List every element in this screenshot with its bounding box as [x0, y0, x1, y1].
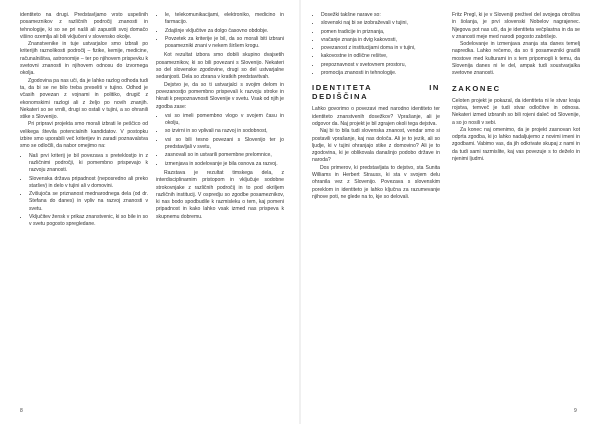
- bullet-list: [20, 153, 148, 229]
- list-item: • le, telekomunikacijami, elektroniko, medicino in farmacijo.: [165, 12, 284, 27]
- paragraph: Znanstvenike in tuje ustvarjalce smo izbrali po kriterijih raznolikosti področij – fizike, kemije, medicine, računalništva, astronomije – ter po njihovem prispevku k svetovni znanosti in njihovem odnosu do izvornega okolja.: [20, 41, 148, 77]
- paragraph: Celoten projekt je pokazal, da identiteta ni le stvar kraja rojstva, temveč je tudi stvar odločitve in odnosa. Nekateri izmed izbranih so bili rojeni daleč od Slovenije, a so jo nosili v sebi.: [452, 97, 580, 126]
- paragraph: Naj bi to bila tudi slovenska znanost, vendar smo si postavili vprašanje, kaj nas določa. Ali je to jezik, ali so ljudje, ki v tujini ohranjajo stike z domovino? Ali je to zgodovina, ki je oblikovala današnjo podobo države in naroda?: [312, 128, 440, 164]
- list-item: • promocija znanosti in tehnologije.: [321, 70, 440, 77]
- list-item: • povezanost z institucijami doma in v tujini,: [321, 45, 440, 52]
- page-number-left: 8: [20, 408, 23, 414]
- paragraph: Kot rezultat izbora smo dobili skupino dvajsetih posameznikov, ki so bili povezani s Slovenijo. Nekateri so del slovenske zgodovine, drugi so del ustvarjalne sedanjosti. Dela so zbrana v kratkih predstavitvah.: [156, 52, 284, 81]
- section-heading: ZAKONEC: [452, 83, 501, 93]
- bullet-list: [156, 12, 284, 50]
- list-item: • Slovenska država pripadnost (neposredno ali preko staršev) in delo v tujini ali v domovini.: [29, 176, 148, 191]
- right-page-column-2: [452, 12, 580, 163]
- list-item: • zasnovali so in ustvarili pomembne prelomnice,: [165, 152, 284, 159]
- paragraph: Razstava je rezultat timskega dela, z interdisciplinarnim pristopom in vključuje sodobne strokovnjake z različnih področij in to pod okriljem različnih institucij. V ospredju so zgodbe posameznikov, ki nas bodo spodbudile k razmisleku o tem, kaj pomeni pripadnost in kako lahko vsak izmed nas prispeva k skupnemu dobremu.: [156, 169, 284, 220]
- paragraph: identiteto na drugi. Predstavljamo vrsto uspešnih posameznikov z različnih področij znanosti in tehnologije, ki so se pri našli ali zapustili svoj domačo višino ozemlja ali bili vključeni v slovensko okolje.: [20, 12, 148, 40]
- list-item: • slovenski naj bi se izobraževali v tujini,: [321, 20, 440, 27]
- page-number-right: 9: [574, 408, 577, 414]
- list-item: • vsi so bili tesno povezani s Slovenijo ter jo predstavljali v svetu,: [165, 137, 284, 152]
- paragraph: Za konec naj omenimo, da je projekt zasnovan kot odprta zgodba, ki jo lahko nadaljujemo z novimi imeni in zgodbami. Vabimo vas, da jih odkrivate skupaj z nami in da tudi sami razmislite, kaj vas povezuje s to deželo in njenimi ljudmi.: [452, 126, 580, 163]
- list-item: • Zdajšnje vključitve za dolgo časovno obdobje.: [165, 28, 284, 35]
- list-item: • Vključitev žensk v prikaz znanstvenic, ki so bile in so v svetu pogosto spregledane.: [29, 214, 148, 229]
- bullet-list: [156, 113, 284, 168]
- list-item: • kakovostne in odlične rešitve,: [321, 53, 440, 60]
- list-item: • vračanje znanja in dvig kakovosti,: [321, 37, 440, 44]
- list-item: • prepoznavnost v svetovnem prostoru,: [321, 62, 440, 69]
- list-item: • Dosežki takšne narave so:: [321, 12, 440, 19]
- left-page-column-2: [156, 12, 284, 221]
- paragraph: Pri pripravi projekta smo morali izbrati le peščico od velikega števila potencialnih kandidatov. V postopku izbire smo uporabili več kriterijev in zaradi poznavalstva smo se odločili, da nabor omejimo na:: [20, 121, 148, 150]
- list-item: • Povzetek za kriterije je bil, da so morali biti izbrani posamezniki znani v nekem širšem krogu.: [165, 36, 284, 51]
- list-item: • Zvišujoča se priznanost mednarodnega dela (od dr. Stefana do danes) in vpliv na razvoj znanosti v svetu.: [29, 191, 148, 213]
- list-item: • so izvirni in so vplivali na razvoj in sodobnost,: [165, 128, 284, 135]
- list-item: • pomen tradicije in priznanja,: [321, 29, 440, 36]
- right-page-column-1: [312, 12, 440, 201]
- bullet-list: [312, 12, 440, 77]
- paragraph: Dos primerov, ki predstavljata to dejstvo, sta Sunita Williams in Herbert Strauss, ki sta v svojem delu ohranila vez z Slovenijo. Povezava s slovenskim poreklom in identiteto je lahko ključna za razumevanje njihove poti, ne glede na to, kje so delovali.: [312, 164, 440, 200]
- list-item: • izmenjava in sodelovanje je bila osnova za razvoj.: [165, 161, 284, 168]
- paragraph: Dejstvo je, da so ti ustvarjalci s svojim delom in povezanostjo pomembno prispevali k razvoju stroke in hkrati k prepoznavnosti Slovenije v svetu. Vsak od njih je zgodba zase:: [156, 81, 284, 110]
- section-heading: IDENTITETA IN DEDIŠČINA: [312, 83, 440, 102]
- list-item: • vsi so imeli pomembno vlogo v svojem času in okolju,: [165, 113, 284, 128]
- paragraph: Fritz Pregl, ki je v Sloveniji preživel del svojega otroštva in šolanja, je prvi slovenski Nobelov nagrajenec. Njegova pot nas uči, da je identiteta večplastna in da se v znanosti meje med narodi pogosto zabrišejo.: [452, 12, 580, 40]
- list-item: • Naš prvi kriterij je bil povezava s preteklostjo in z različnimi področji, ki pomembno prispevajo k razvoju znanosti.: [29, 153, 148, 175]
- paragraph: Sodelovanje in izmenjava znanja sta danes temelj napredka. Lahko rečemo, da so ti posamezniki gradili mostove med kulturami in s tem pripomogli k temu, da Slovenija danes ni le del, ampak tudi soustvarjalka svetovne znanosti.: [452, 41, 580, 77]
- paragraph: Zgodovina pa nas uči, da je lahko razlog odhoda tudi ta, da bi se ne bilo treba preseliti v tujino. Odhod je včasih povezan z vojnami in politiko, drugič z ekonomskimi razlogi ali z željo po novih znanjih. Nekateri so se vrnili, drugi so ostali v tujini, a so ohranili stike s Slovenijo.: [20, 77, 148, 121]
- paragraph: Lahko govorimo o povezavi med narodno identiteto ter identiteto znanstvenih dosežkov? Vprašanje, ali je odgovor da. Naj projekt je bil zgrajen okoli tega dejstva.: [312, 106, 440, 127]
- left-page-column-1: [20, 12, 148, 231]
- page-fold: [299, 0, 301, 424]
